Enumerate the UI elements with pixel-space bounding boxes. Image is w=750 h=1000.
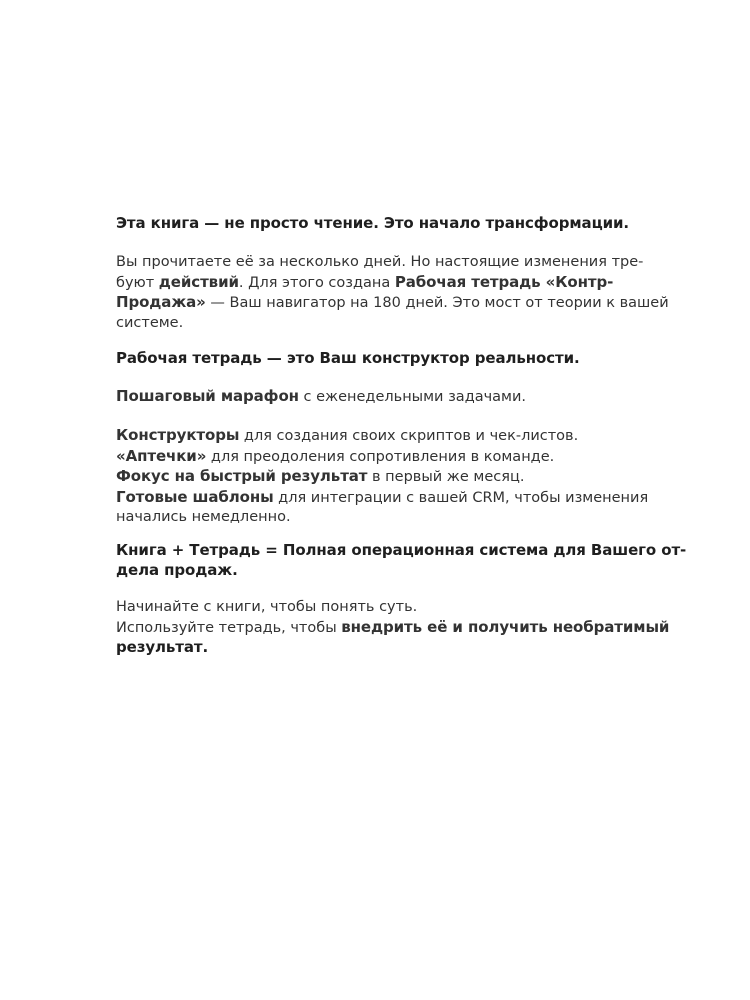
feature-text: для интеграции с вашей CRM, чтобы изменения (273, 489, 649, 506)
formula-paragraph (116, 541, 687, 580)
page-heading (116, 214, 632, 234)
feature-text: для преодоления сопротивления в команде. (206, 448, 555, 465)
workbook-heading (116, 349, 632, 369)
formula-line-1: Книга + Тетрадь = Полная операционная система для Вашего от- (116, 541, 687, 559)
feature-item (116, 467, 632, 488)
closing-paragraph (116, 598, 670, 658)
intro-bold-workbook: Рабочая тетрадь «Контр- (394, 272, 614, 291)
feature-item (116, 426, 632, 447)
heading-text: Эта книга — не просто чтение. Это начало трансформации. (116, 214, 630, 232)
feature-bold: Конструкторы (116, 426, 240, 444)
feature-text: для создания своих скриптов и чек-листов. (239, 428, 579, 444)
intro-text: буют (116, 274, 159, 291)
feature-bold: «Аптечки» (116, 446, 207, 465)
closing-line-3: результат. (116, 638, 209, 656)
features-list (116, 426, 649, 528)
closing-line-2 (116, 617, 670, 639)
intro-line-2 (116, 273, 632, 294)
closing-bold: внедрить её и получить необратимый (341, 617, 670, 636)
formula-line-2: дела продаж. (116, 560, 238, 579)
marathon-line (116, 387, 632, 408)
feature-bold: Готовые шаблоны (116, 487, 274, 506)
intro-line-3 (116, 293, 669, 314)
intro-line-4: системе. (116, 314, 184, 331)
feature-bold: Фокус на быстрый результат (116, 467, 368, 485)
intro-bold-actions: действий (158, 272, 239, 291)
marathon-text: с еженедельными задачами. (298, 389, 527, 405)
intro-text: . Для этого создана (238, 274, 395, 291)
closing-text: Используйте тетрадь, чтобы (116, 619, 342, 636)
closing-line-1: Начинайте с книги, чтобы понять суть. (116, 599, 418, 615)
intro-line-1: Вы прочитаете её за несколько дней. Но настоящие изменения тре- (116, 254, 644, 270)
marathon-bold: Пошаговый марафон (116, 387, 299, 405)
intro-bold-title-end: Продажа» (116, 293, 206, 311)
intro-text: — Ваш навигатор на 180 дней. Это мост от теории к вашей (205, 295, 669, 311)
intro-paragraph (116, 253, 669, 333)
feature-text: в первый же месяц. (367, 469, 525, 485)
feature-item-cont: начались немедленно. (116, 509, 291, 525)
feature-item (116, 447, 632, 468)
workbook-heading-text: Рабочая тетрадь — это Ваш конструктор реальности. (116, 349, 580, 367)
feature-item (116, 487, 649, 509)
